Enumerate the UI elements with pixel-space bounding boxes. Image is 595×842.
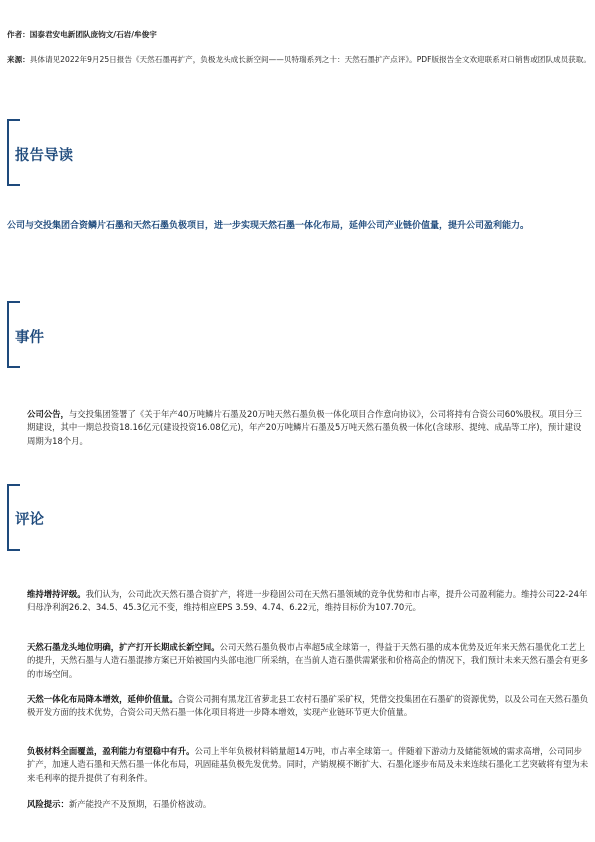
section-comment: [7, 484, 47, 551]
source-text: 具体请见2022年9月25日报告《天然石墨再扩产，负极龙头成长新空间——贝特瑞系列之十：天然石墨扩产点评》。PDF版报告全文欢迎联系对口销售或团队成员获取。: [29, 55, 591, 64]
authors-label: 作者：: [7, 30, 30, 39]
report-summary: 公司与交投集团合资鳞片石墨和天然石墨负极项目，进一步实现天然石墨一体化布局，延伸公司产业链价值量，提升公司盈利能力。: [7, 221, 530, 231]
authors: 国泰君安电新团队庞钧文/石岩/牟俊宇: [29, 30, 157, 39]
comment-text: 合资公司拥有黑龙江省萝北县工农村石墨矿采矿权，凭借交投集团在石墨矿的资源优势，以及公司在天然石墨负极开发方面的技术优势，合资公司天然石墨一体化项目将进一步降本增效，实现产业链环节更大价值量。: [27, 694, 589, 718]
risk-text: 新产能投产不及预期，石墨价格波动。: [68, 799, 212, 809]
event-paragraph: [27, 408, 589, 448]
comment-text: 公司天然石墨负极市占率超5成全球第一，得益于天然石墨的成本优势及近年来天然石墨优化工艺上的提升，天然石墨与人造石墨混掺方案已开始被国内头部电池厂所采纳，在当前人造石墨供需紧张和价格高企的情况下，我们预计未来天然石墨会有更多的市场空间。: [27, 642, 589, 679]
section-title-intro: 报告导读: [15, 148, 73, 164]
source-line: [7, 54, 592, 66]
authors-line: [7, 29, 157, 41]
comment-text: 我们认为，公司此次天然石墨合资扩产，将进一步稳固公司在天然石墨领域的竞争优势和市占率，提升公司盈利能力。维持公司22-24年归母净利润26.2、34.5、45.3亿元不变，维持相应EPS 3.59、4.74、6.22元，维持目标价为107.70元。: [27, 589, 588, 613]
event-lead: 公司公告，: [27, 409, 69, 419]
event-text: 与交投集团签署了《关于年产40万吨鳞片石墨及20万吨天然石墨负极一体化项目合作意向协议》，公司将持有合资公司60%股权。项目分三期建设，其中一期总投资18.16亿元(建设投资16.08亿元)，年产20万吨鳞片石墨及5万吨天然石墨负极一体化(含球形、提纯、成品等工序)，预计建设周期为18个月。: [27, 409, 582, 446]
comment-text: 公司上半年负极材料销量超14万吨，市占率全球第一。伴随着下游动力及储能领域的需求高增，公司同步扩产，加速人造石墨和天然石墨一体化布局，巩固硅基负极先发优势。同时，产销规模不断扩大、石墨化逐步布局及未来连续石墨化工艺突破将有望为未来毛利率的提升提供了有利条件。: [27, 746, 589, 783]
comment-paragraph: [27, 693, 589, 720]
comment-lead: 负极材料全面覆盖，盈利能力有望稳中有升。: [27, 746, 195, 756]
comment-paragraph: [27, 588, 589, 615]
section-title-event: 事件: [15, 330, 44, 346]
section-event: [7, 301, 47, 368]
comment-paragraph: [27, 641, 589, 681]
comment-lead: 天然石墨龙头地位明确，扩产打开长期成长新空间。: [27, 642, 220, 652]
comment-lead: 维持增持评级。: [27, 589, 86, 599]
source-label: 来源：: [7, 55, 30, 64]
comment-paragraph: [27, 798, 589, 811]
comment-paragraph: [27, 745, 589, 785]
comment-lead: 天然一体化布局降本增效，延伸价值量。: [27, 694, 178, 704]
section-intro: [7, 119, 73, 186]
section-title-comment: 评论: [15, 512, 44, 528]
risk-lead: 风险提示：: [27, 799, 69, 809]
